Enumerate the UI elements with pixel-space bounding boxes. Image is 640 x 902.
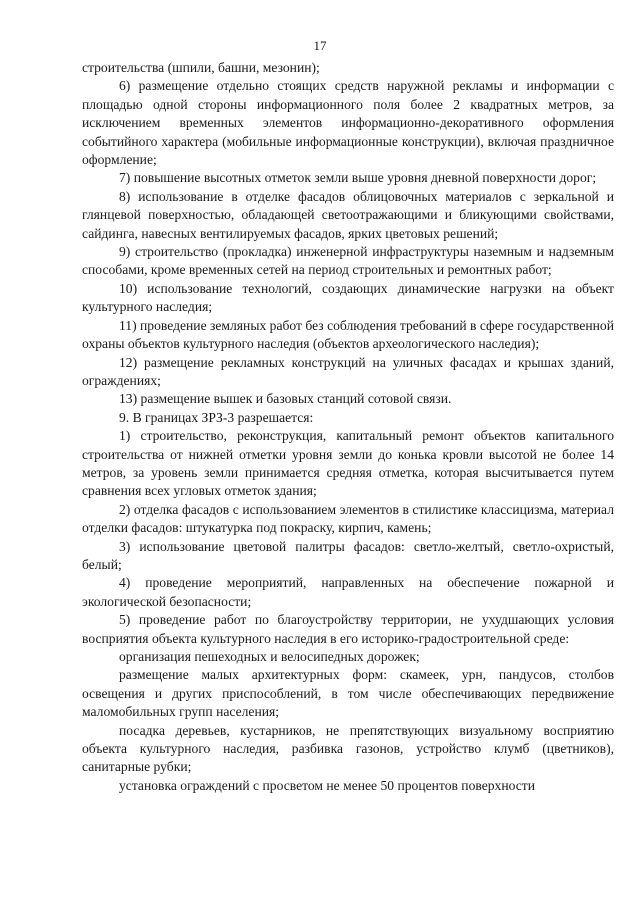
paragraph-allowed-1-construction: 1) строительство, реконструкция, капитальный ремонт объектов капитального строительства от нижней отметки уровня земли до конька кровли высотой не более 14 метров, за уровень земли принимается средняя отметка, которая высчитывается путем сравнения всех угловых отметок здания;: [82, 428, 614, 499]
section-heading-9: 9. В границах ЗРЗ-3 разрешается:: [119, 409, 314, 425]
paragraph-subitem-small-forms: размещение малых архитектурных форм: скамеек, урн, пандусов, столбов освещения и других приспособлений, в том числе обеспечивающих передвижение маломобильных групп населения;: [82, 667, 614, 720]
paragraph-allowed-4-safety: 4) проведение мероприятий, направленных на обеспечение пожарной и экологической безопасности;: [82, 575, 614, 609]
paragraph-allowed-5-landscaping: 5) проведение работ по благоустройству территории, не ухудшающих условия восприятия объекта культурного наследия в его историко-градостроительной среде:: [82, 612, 614, 646]
paragraph-item-13-cell-towers: 13) размещение вышек и базовых станций сотовой связи.: [119, 391, 452, 407]
paragraph-subitem-fences: установка ограждений с просветом не менее 50 процентов поверхности: [119, 777, 536, 793]
paragraph-continuation: строительства (шпили, башни, мезонин);: [82, 60, 320, 75]
page-number: 17: [313, 38, 327, 53]
paragraph-item-12-advertising-structures: 12) размещение рекламных конструкций на уличных фасадах и крышах зданий, ограждениях;: [82, 354, 614, 388]
paragraph-item-9-infrastructure: 9) строительство (прокладка) инженерной инфраструктуры наземным и надземным способами, кроме временных сетей на период строительных и ремонтных работ;: [82, 244, 614, 278]
paragraph-item-10-dynamic-loads: 10) использование технологий, создающих динамические нагрузки на объект культурного наследия;: [82, 280, 614, 315]
paragraph-item-8-facade-materials: 8) использование в отделке фасадов облицовочных материалов с зеркальной и глянцевой поверхностью, обладающей светоотражающими и бликующими свойствами, сайдинга, навесных вентилируемых фасадов, ярких цветовых решений;: [82, 188, 614, 241]
document-body: [82, 59, 614, 795]
paragraph-allowed-3-colors: 3) использование цветовой палитры фасадов: светло-желтый, светло-охристый, белый;: [82, 538, 614, 572]
paragraph-item-7-ground-level: 7) повышение высотных отметок земли выше уровня дневной поверхности дорог;: [119, 170, 597, 186]
paragraph-item-11-earthworks: 11) проведение земляных работ без соблюдения требований в сфере государственной охраны объектов культурного наследия (объектов археологического наследия);: [82, 317, 614, 352]
paragraph-subitem-planting: посадка деревьев, кустарников, не препятствующих визуальному восприятию объекта культурного наследия, разбивка газонов, устройство клумб (цветников), санитарные рубки;: [82, 722, 614, 775]
paragraph-allowed-2-finishing: 2) отделка фасадов с использованием элементов в стилистике классицизма, материал отделки фасадов: штукатурка под покраску, кирпич, камень;: [82, 501, 614, 536]
paragraph-item-6-advertising: 6) размещение отдельно стоящих средств наружной рекламы и информации с площадью одной стороны информационного поля более 2 квадратных метров, за исключением временных элементов информационно-декоративного оформления событийного характера (мобильные информационные конструкции), включая праздничное оформление;: [82, 78, 614, 168]
paragraph-subitem-paths: организация пешеходных и велосипедных дорожек;: [119, 649, 420, 664]
